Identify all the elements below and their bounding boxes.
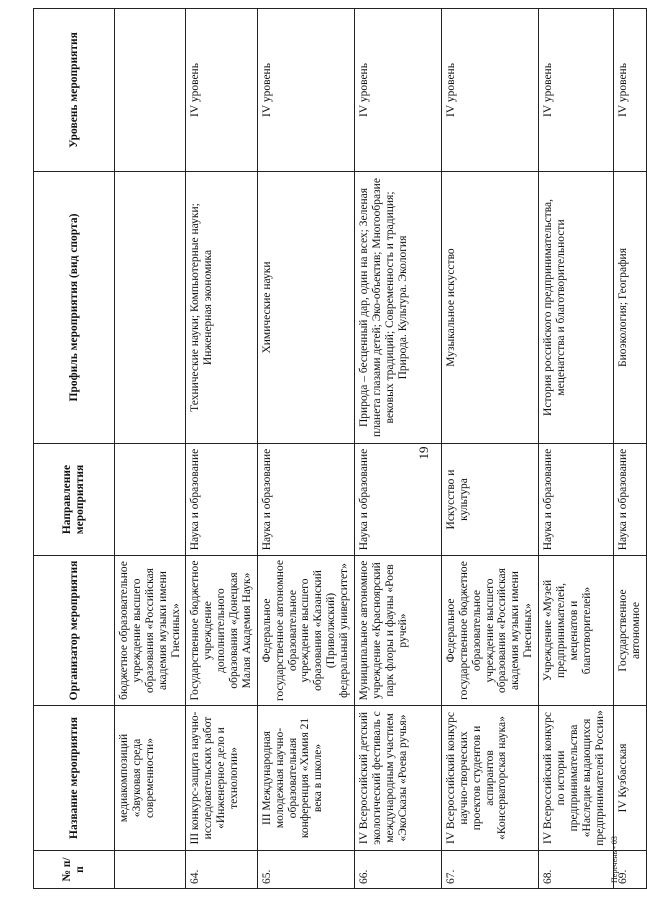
row-level — [115, 9, 186, 172]
row-num: 67. — [441, 851, 538, 889]
row-organizer: Федеральное государственное автономное образовательное учреждение высшего образования «Казанский (Приволжский) федеральный университет» — [257, 556, 354, 706]
row-direction: Наука и образование — [186, 444, 257, 556]
row-level: IV уровень — [614, 9, 647, 172]
row-profile: Биоэкология; География — [614, 172, 647, 444]
row-name: III конкурс-защита научно-исследовательских работ «Инженерное дело и технологии» — [186, 706, 257, 851]
row-name: IV Всероссийский конкурс по истории предпринимательства «Наследие выдающихся предпринимателей России» — [539, 706, 614, 851]
row-organizer: Государственное бюджетное учреждение дополнительного образования «Донецкая Малая Академия Наук» — [186, 556, 257, 706]
row-direction: Искусство и культура — [441, 444, 538, 556]
row-organizer: Муниципальное автономное учреждение «Красноярский парк флоры и фауны «Роев ручей» — [354, 556, 441, 706]
header-organizer: Организатор мероприятия — [34, 556, 115, 706]
row-num: 65. — [257, 851, 354, 889]
header-profile: Профиль мероприятия (вид спорта) — [34, 172, 115, 444]
row-organizer: Учреждение «Музей предпринимателей, меценатов и благотворителей» — [539, 556, 614, 706]
row-num: 68. — [539, 851, 614, 889]
row-direction: Наука и образование — [614, 444, 647, 556]
table-header-row — [34, 9, 115, 889]
row-level: IV уровень — [257, 9, 354, 172]
header-level: Уровень мероприятия — [34, 9, 115, 172]
row-name: медиакомпозиций «Звуковая среда современности» — [115, 706, 186, 851]
table-row — [441, 9, 538, 889]
footnote: Перечень - 03 — [610, 836, 619, 883]
page-number: 19 — [416, 446, 431, 460]
row-profile: Музыкальное искусство — [441, 172, 538, 444]
row-profile: Природа – бесценный дар, один на всех; Зеленая планета глазами детей; Эко-объектив; Многообразие вековых традиций; Современность и традиция; Природа. Культура. Экология — [354, 172, 441, 444]
row-direction: Наука и образование — [354, 444, 441, 556]
events-table — [33, 8, 647, 889]
table-row — [115, 9, 186, 889]
table-row — [257, 9, 354, 889]
row-num — [115, 851, 186, 889]
row-organizer: бюджетное образовательное учреждение высшего образования «Российская академия музыки имени Гнесиных» — [115, 556, 186, 706]
row-organizer: Федеральное государственное бюджетное образовательное учреждение высшего образования «Российская академия музыки имени Гнесиных» — [441, 556, 538, 706]
row-profile — [115, 172, 186, 444]
header-name: Название мероприятия — [34, 706, 115, 851]
row-level: IV уровень — [539, 9, 614, 172]
row-organizer: Государственное автономное — [614, 556, 647, 706]
row-direction: Наука и образование — [539, 444, 614, 556]
row-name: IV Кузбасская — [614, 706, 647, 851]
row-name: IV Всероссийский детский экологический фестиваль с международным участием «ЭкоСказы «Роева ручья» — [354, 706, 441, 851]
table-row — [539, 9, 614, 889]
row-num: 69. — [614, 851, 647, 889]
row-direction: Наука и образование — [257, 444, 354, 556]
row-level: IV уровень — [186, 9, 257, 172]
row-name: III Международная молодежная научно-образовательная конференция «Химия 21 века в школе» — [257, 706, 354, 851]
header-num: № п/п — [34, 851, 115, 889]
row-profile: Химические науки — [257, 172, 354, 444]
row-level: IV уровень — [354, 9, 441, 172]
header-direction: Направление мероприятия — [34, 444, 115, 556]
table-row — [186, 9, 257, 889]
row-level: IV уровень — [441, 9, 538, 172]
row-name: IV Всероссийский конкурс научно-творческих проектов студентов и аспирантов «Консерваторская наука» — [441, 706, 538, 851]
row-profile: Технические науки; Компьютерные науки; Инженерная экономика — [186, 172, 257, 444]
row-profile: История российского предпринимательства, меценатства и благотворительности — [539, 172, 614, 444]
table-row — [354, 9, 441, 889]
row-num: 64. — [186, 851, 257, 889]
row-num: 66. — [354, 851, 441, 889]
row-direction — [115, 444, 186, 556]
table-row — [614, 9, 647, 889]
